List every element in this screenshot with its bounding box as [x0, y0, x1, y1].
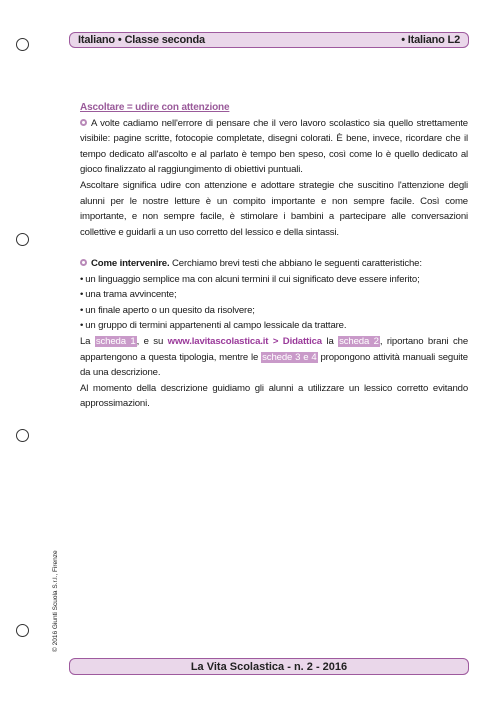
page-header [69, 32, 469, 48]
article-body [80, 100, 468, 412]
header-subject: Italiano [78, 34, 115, 46]
paragraph-how [80, 256, 468, 272]
paragraph-intro [80, 116, 468, 178]
header-right: • Italiano L2 [401, 34, 460, 46]
binder-hole-top [16, 38, 29, 51]
paragraph-intro-text: A volte cadiamo nell'errore di pensare che il vero lavoro scolastico sia quello strettamente visibile: pagine scritte, fotocopie completate, disegni colorati. È bene, invece, ricordare che il tempo dedicato all'ascolto e al parlato è tempo ben speso, così come lo è quello dedicato al gioco finalizzato al raggiungimento di obiettivi puntuali. [80, 117, 468, 176]
bullet-circle-icon [80, 119, 87, 126]
feature-item: • una trama avvincente; [80, 287, 468, 303]
section-title: Ascoltare = udire con attenzione [80, 102, 230, 113]
scheda-1-tag: scheda 1 [95, 335, 136, 347]
header-bullet: • [117, 34, 122, 46]
how-label: Come intervenire. [91, 257, 170, 269]
binder-hole-lower-middle [16, 429, 29, 442]
feature-item: • un finale aperto o un quesito da risolvere; [80, 303, 468, 319]
resources-text-c: la [326, 335, 334, 347]
header-left [78, 34, 205, 46]
features-list [80, 272, 468, 334]
resources-text-a: La [80, 335, 91, 347]
spacer [80, 240, 468, 256]
website-link[interactable]: www.lavitascolastica.it > Didattica [167, 335, 322, 347]
paragraph-resources [80, 334, 468, 381]
resources-text-e: propongono attività manuali seguite da una descrizione. [80, 351, 468, 379]
resources-text-d: , riportano brani che appartengono a questa tipologia, mentre le [80, 335, 468, 363]
page-footer: La Vita Scolastica - n. 2 - 2016 [69, 658, 469, 675]
binder-hole-bottom [16, 624, 29, 637]
scheda-2-tag: scheda 2 [339, 335, 379, 347]
header-class: Classe seconda [124, 34, 205, 46]
binder-hole-upper-middle [16, 233, 29, 246]
how-text: Cerchiamo brevi testi che abbiano le seguenti caratteristiche: [172, 257, 422, 269]
feature-item: • un linguaggio semplice ma con alcuni termini il cui significato deve essere inferito; [80, 272, 468, 288]
feature-item: • un gruppo di termini appartenenti al campo lessicale da trattare. [80, 318, 468, 334]
copyright-notice: © 2016 Giunti Scuola S.r.l., Firenze [52, 550, 59, 652]
schede-3-4-tag: schede 3 e 4 [262, 351, 317, 363]
paragraph-description: Al momento della descrizione guidiamo gli alunni a utilizzare un lessico corretto evitando approssimazioni. [80, 382, 468, 410]
paragraph-listening: Ascoltare significa udire con attenzione e adottare strategie che suscitino l'attenzione degli alunni per le nostre letture è un compito importante e non sempre facile. Così come importante, e non sempre facile, è stimolare i bambini a partecipare alle conversazioni collettive e guidarli a un uso corretto del lessico e della sintassi. [80, 179, 468, 238]
resources-text-b: , e su [136, 335, 164, 347]
bullet-circle-icon [80, 259, 87, 266]
